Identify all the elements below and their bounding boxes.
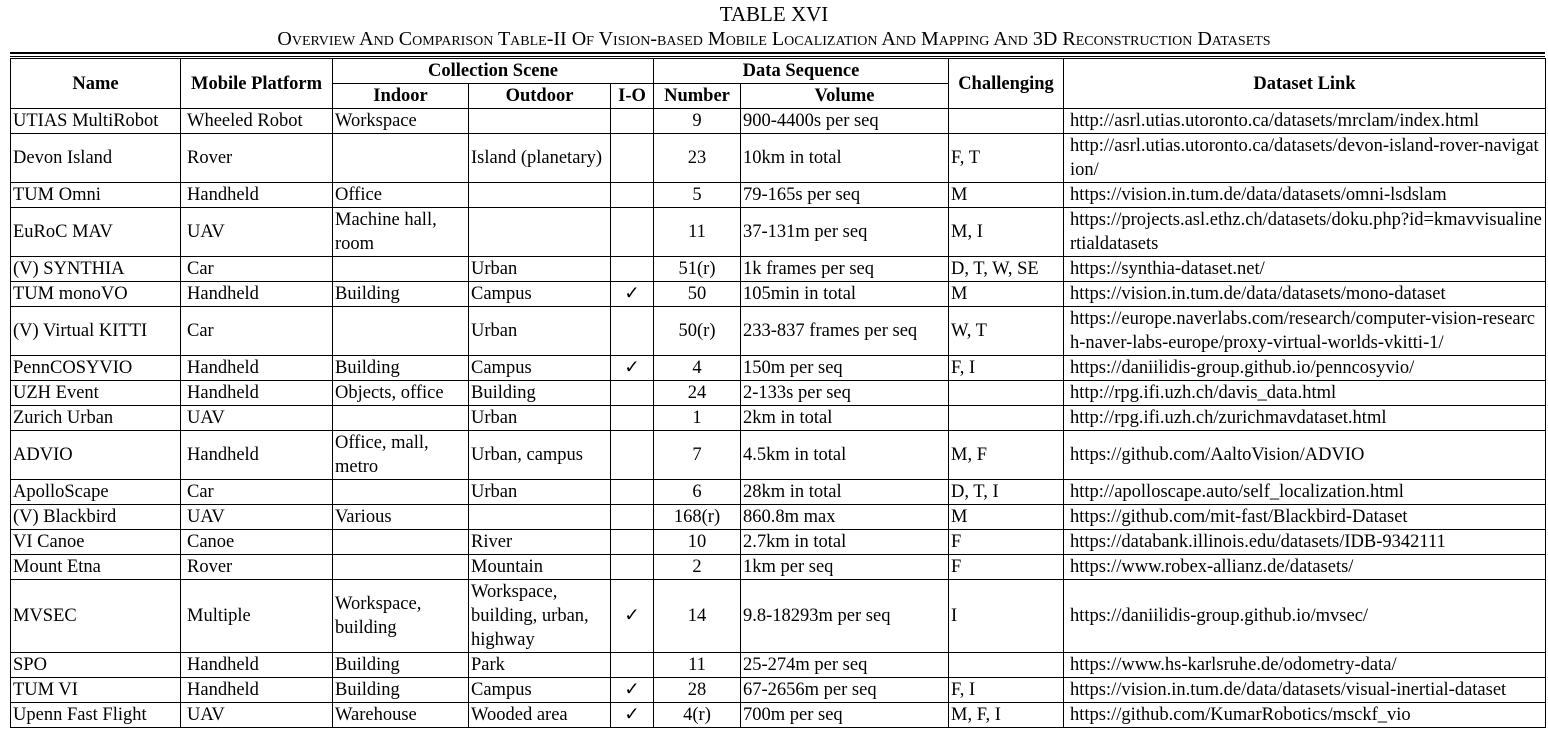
cell-challenging: D, T, W, SE (949, 257, 1064, 282)
check-icon: ✓ (611, 580, 654, 653)
header-platform: Mobile Platform (181, 59, 333, 109)
cell-link[interactable]: https://www.robex-allianz.de/datasets/ (1064, 555, 1546, 580)
cell-indoor (333, 530, 469, 555)
cell-platform: Handheld (181, 431, 333, 480)
cell-volume: 900-4400s per seq (741, 109, 949, 134)
cell-indoor (333, 307, 469, 356)
header-number: Number (654, 84, 741, 109)
cell-platform: UAV (181, 505, 333, 530)
cell-outdoor: Campus (469, 282, 611, 307)
cell-link[interactable]: http://asrl.utias.utoronto.ca/datasets/mrclam/index.html (1064, 109, 1546, 134)
cell-challenging: I (949, 580, 1064, 653)
cell-io (611, 183, 654, 208)
cell-volume: 2-133s per seq (741, 381, 949, 406)
header-scene: Collection Scene (333, 59, 654, 84)
cell-indoor: Building (333, 678, 469, 703)
cell-number: 2 (654, 555, 741, 580)
cell-indoor (333, 555, 469, 580)
cell-link[interactable]: https://github.com/AaltoVision/ADVIO (1064, 431, 1546, 480)
cell-link[interactable]: https://vision.in.tum.de/data/datasets/mono-dataset (1064, 282, 1546, 307)
header-name: Name (11, 59, 181, 109)
cell-platform: Multiple (181, 580, 333, 653)
cell-number: 4(r) (654, 703, 741, 728)
cell-number: 23 (654, 134, 741, 183)
cell-platform: Handheld (181, 183, 333, 208)
cell-platform: UAV (181, 208, 333, 257)
cell-platform: Handheld (181, 282, 333, 307)
cell-outdoor (469, 208, 611, 257)
cell-volume: 1k frames per seq (741, 257, 949, 282)
cell-number: 9 (654, 109, 741, 134)
cell-challenging: F, I (949, 356, 1064, 381)
table-title: TABLE XVI (719, 2, 829, 26)
cell-link[interactable]: https://github.com/mit-fast/Blackbird-Dataset (1064, 505, 1546, 530)
table-row (11, 134, 1546, 183)
header-io: I-O (611, 84, 654, 109)
cell-name: EuRoC MAV (11, 208, 181, 257)
cell-link[interactable]: http://apolloscape.auto/self_localization.html (1064, 480, 1546, 505)
datasets-table (10, 58, 1546, 728)
cell-name: UZH Event (11, 381, 181, 406)
cell-number: 4 (654, 356, 741, 381)
cell-indoor: Building (333, 356, 469, 381)
cell-link[interactable]: http://rpg.ifi.uzh.ch/zurichmavdataset.html (1064, 406, 1546, 431)
cell-link[interactable]: https://daniilidis-group.github.io/penncosyvio/ (1064, 356, 1546, 381)
cell-challenging: F, I (949, 678, 1064, 703)
cell-number: 50 (654, 282, 741, 307)
cell-platform: Wheeled Robot (181, 109, 333, 134)
cell-name: Devon Island (11, 134, 181, 183)
cell-challenging: M, F (949, 431, 1064, 480)
cell-name: TUM monoVO (11, 282, 181, 307)
cell-number: 10 (654, 530, 741, 555)
header-indoor: Indoor (333, 84, 469, 109)
cell-volume: 150m per seq (741, 356, 949, 381)
cell-name: ApolloScape (11, 480, 181, 505)
cell-link[interactable]: https://github.com/KumarRobotics/msckf_vio (1064, 703, 1546, 728)
table-row (11, 381, 1546, 406)
cell-challenging (949, 406, 1064, 431)
cell-outdoor: Urban, campus (469, 431, 611, 480)
cell-volume: 9.8-18293m per seq (741, 580, 949, 653)
cell-platform: Car (181, 480, 333, 505)
table-row (11, 703, 1546, 728)
table-row (11, 183, 1546, 208)
cell-challenging: F, T (949, 134, 1064, 183)
cell-outdoor: Urban (469, 406, 611, 431)
cell-io (611, 381, 654, 406)
cell-indoor: Workspace (333, 109, 469, 134)
header-link: Dataset Link (1064, 59, 1546, 109)
cell-io (611, 257, 654, 282)
cell-link[interactable]: https://europe.naverlabs.com/research/computer-vision-research-naver-labs-europe/proxy-virtual-worlds-vkitti-1/ (1064, 307, 1546, 356)
cell-challenging (949, 109, 1064, 134)
header-outdoor: Outdoor (469, 84, 611, 109)
cell-number: 168(r) (654, 505, 741, 530)
cell-indoor: Building (333, 282, 469, 307)
cell-io (611, 530, 654, 555)
cell-indoor: Workspace, building (333, 580, 469, 653)
cell-link[interactable]: https://vision.in.tum.de/data/datasets/visual-inertial-dataset (1064, 678, 1546, 703)
cell-io (611, 480, 654, 505)
cell-volume: 10km in total (741, 134, 949, 183)
cell-io (611, 109, 654, 134)
cell-io (611, 555, 654, 580)
table-row (11, 406, 1546, 431)
cell-name: TUM Omni (11, 183, 181, 208)
header-challenging: Challenging (949, 59, 1064, 109)
cell-outdoor: Urban (469, 257, 611, 282)
table-row (11, 480, 1546, 505)
cell-outdoor (469, 505, 611, 530)
cell-indoor: Objects, office (333, 381, 469, 406)
check-icon: ✓ (611, 678, 654, 703)
cell-name: VI Canoe (11, 530, 181, 555)
cell-name: PennCOSYVIO (11, 356, 181, 381)
table-row (11, 307, 1546, 356)
cell-indoor (333, 480, 469, 505)
cell-indoor (333, 134, 469, 183)
cell-io (611, 431, 654, 480)
check-icon: ✓ (611, 282, 654, 307)
cell-name: UTIAS MultiRobot (11, 109, 181, 134)
cell-number: 7 (654, 431, 741, 480)
cell-number: 5 (654, 183, 741, 208)
table-row (11, 555, 1546, 580)
table-row (11, 282, 1546, 307)
cell-io (611, 653, 654, 678)
cell-platform: Rover (181, 134, 333, 183)
cell-platform: UAV (181, 406, 333, 431)
cell-number: 1 (654, 406, 741, 431)
cell-indoor: Office (333, 183, 469, 208)
cell-link[interactable]: http://rpg.ifi.uzh.ch/davis_data.html (1064, 381, 1546, 406)
divider (10, 52, 1545, 54)
table-row (11, 505, 1546, 530)
check-icon: ✓ (611, 356, 654, 381)
table-row (11, 431, 1546, 480)
table-caption: Overview And Comparison Table-II Of Vision-based Mobile Localization And Mapping And 3D Reconstruction Datasets (277, 28, 1271, 50)
cell-outdoor: Campus (469, 356, 611, 381)
cell-platform: UAV (181, 703, 333, 728)
cell-outdoor: Wooded area (469, 703, 611, 728)
cell-number: 11 (654, 653, 741, 678)
cell-indoor (333, 257, 469, 282)
cell-indoor: Office, mall, metro (333, 431, 469, 480)
cell-volume: 4.5km in total (741, 431, 949, 480)
divider (10, 56, 1545, 57)
cell-challenging: M, I (949, 208, 1064, 257)
cell-platform: Car (181, 307, 333, 356)
cell-outdoor: Urban (469, 480, 611, 505)
cell-name: (V) SYNTHIA (11, 257, 181, 282)
cell-name: Upenn Fast Flight (11, 703, 181, 728)
cell-volume: 2km in total (741, 406, 949, 431)
cell-indoor (333, 406, 469, 431)
cell-platform: Handheld (181, 678, 333, 703)
table-row (11, 208, 1546, 257)
cell-challenging: M (949, 505, 1064, 530)
cell-link[interactable]: https://daniilidis-group.github.io/mvsec/ (1064, 580, 1546, 653)
check-icon: ✓ (611, 703, 654, 728)
cell-name: TUM VI (11, 678, 181, 703)
cell-platform: Canoe (181, 530, 333, 555)
cell-number: 11 (654, 208, 741, 257)
cell-challenging: F (949, 530, 1064, 555)
cell-outdoor (469, 109, 611, 134)
header-sequence: Data Sequence (654, 59, 949, 84)
cell-link[interactable]: https://projects.asl.ethz.ch/datasets/doku.php?id=kmavvisualinertialdatasets (1064, 208, 1546, 257)
cell-link[interactable]: http://asrl.utias.utoronto.ca/datasets/devon-island-rover-navigation/ (1064, 134, 1546, 183)
cell-challenging: M (949, 183, 1064, 208)
cell-challenging: D, T, I (949, 480, 1064, 505)
cell-challenging (949, 381, 1064, 406)
cell-volume: 2.7km in total (741, 530, 949, 555)
cell-challenging: W, T (949, 307, 1064, 356)
table-row (11, 356, 1546, 381)
cell-challenging: M (949, 282, 1064, 307)
cell-link[interactable]: https://databank.illinois.edu/datasets/IDB-9342111 (1064, 530, 1546, 555)
cell-outdoor (469, 183, 611, 208)
cell-name: Zurich Urban (11, 406, 181, 431)
table-row (11, 580, 1546, 653)
cell-volume: 233-837 frames per seq (741, 307, 949, 356)
cell-number: 6 (654, 480, 741, 505)
cell-indoor: Machine hall, room (333, 208, 469, 257)
cell-platform: Handheld (181, 653, 333, 678)
table-row (11, 257, 1546, 282)
cell-number: 51(r) (654, 257, 741, 282)
cell-outdoor: Park (469, 653, 611, 678)
cell-volume: 37-131m per seq (741, 208, 949, 257)
cell-outdoor: Workspace, building, urban, highway (469, 580, 611, 653)
cell-name: SPO (11, 653, 181, 678)
cell-challenging: M, F, I (949, 703, 1064, 728)
cell-number: 24 (654, 381, 741, 406)
cell-number: 14 (654, 580, 741, 653)
cell-name: MVSEC (11, 580, 181, 653)
cell-link[interactable]: https://www.hs-karlsruhe.de/odometry-data/ (1064, 653, 1546, 678)
cell-indoor: Warehouse (333, 703, 469, 728)
cell-volume: 700m per seq (741, 703, 949, 728)
cell-platform: Handheld (181, 356, 333, 381)
cell-io (611, 208, 654, 257)
table-row (11, 678, 1546, 703)
cell-number: 28 (654, 678, 741, 703)
cell-platform: Handheld (181, 381, 333, 406)
cell-outdoor: Mountain (469, 555, 611, 580)
cell-name: ADVIO (11, 431, 181, 480)
table-body (11, 109, 1546, 728)
cell-volume: 79-165s per seq (741, 183, 949, 208)
cell-volume: 105min in total (741, 282, 949, 307)
cell-indoor: Building (333, 653, 469, 678)
cell-name: (V) Blackbird (11, 505, 181, 530)
cell-challenging: F (949, 555, 1064, 580)
cell-io (611, 134, 654, 183)
cell-outdoor: Urban (469, 307, 611, 356)
cell-volume: 25-274m per seq (741, 653, 949, 678)
cell-platform: Rover (181, 555, 333, 580)
cell-volume: 28km in total (741, 480, 949, 505)
cell-indoor: Various (333, 505, 469, 530)
cell-io (611, 406, 654, 431)
table-row (11, 653, 1546, 678)
cell-outdoor: River (469, 530, 611, 555)
cell-io (611, 505, 654, 530)
cell-name: Mount Etna (11, 555, 181, 580)
cell-io (611, 307, 654, 356)
cell-volume: 860.8m max (741, 505, 949, 530)
cell-link[interactable]: https://vision.in.tum.de/data/datasets/omni-lsdslam (1064, 183, 1546, 208)
cell-volume: 67-2656m per seq (741, 678, 949, 703)
header-volume: Volume (741, 84, 949, 109)
cell-outdoor: Island (planetary) (469, 134, 611, 183)
table-row (11, 109, 1546, 134)
cell-volume: 1km per seq (741, 555, 949, 580)
cell-platform: Car (181, 257, 333, 282)
cell-link[interactable]: https://synthia-dataset.net/ (1064, 257, 1546, 282)
cell-challenging (949, 653, 1064, 678)
cell-number: 50(r) (654, 307, 741, 356)
cell-outdoor: Building (469, 381, 611, 406)
cell-name: (V) Virtual KITTI (11, 307, 181, 356)
table-row (11, 530, 1546, 555)
cell-outdoor: Campus (469, 678, 611, 703)
